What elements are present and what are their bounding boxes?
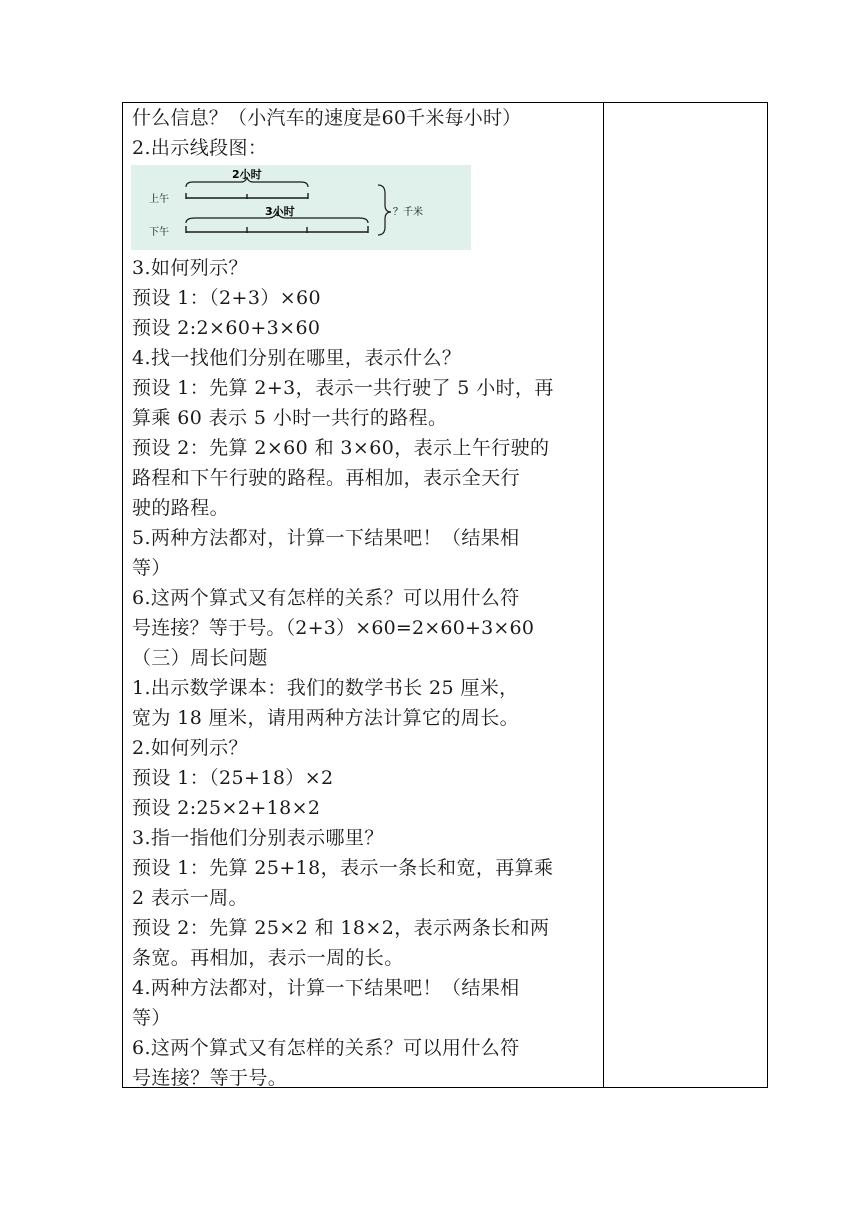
- text-line: 预设 1：（2+3）×60: [132, 287, 322, 309]
- lesson-lines: [132, 253, 602, 1093]
- lesson-table: [122, 102, 768, 1088]
- text-line: 6.这两个算式又有怎样的关系？可以用什么符: [132, 587, 520, 609]
- text-line: 什么信息？（小汽车的速度是60千米每小时）: [132, 107, 522, 129]
- text-line: 1.出示数学课本：我们的数学书长 25 厘米，: [132, 677, 519, 699]
- text-line: 条宽。再相加，表示一周的长。: [132, 947, 404, 969]
- text-line: 预设 1：先算 25+18，表示一条长和宽，再算乘: [132, 857, 554, 879]
- text-line: 4.两种方法都对，计算一下结果吧！（结果相: [132, 977, 520, 999]
- text-line: 3.指一指他们分别表示哪里？: [132, 827, 384, 849]
- text-line: 预设 2:2×60+3×60: [132, 317, 321, 339]
- text-line: 2.出示线段图：: [132, 137, 268, 159]
- total-brace: [378, 185, 391, 235]
- text-line: 2.如何列示？: [132, 737, 248, 759]
- text-line: 等）: [132, 557, 171, 579]
- text-line: 预设 2：先算 2×60 和 3×60，表示上午行驶的: [132, 437, 550, 459]
- section-heading: （三）周长问题: [132, 647, 268, 669]
- text-line: 2 表示一周。: [132, 887, 248, 909]
- text-line: 3.如何列示？: [132, 257, 248, 279]
- text-line: 预设 1：（25+18）×2: [132, 767, 334, 789]
- segment-diagram-svg: [131, 165, 471, 250]
- middle-duration-label: 3小时: [265, 205, 295, 218]
- text-line: 等）: [132, 1007, 171, 1029]
- text-line: 驶的路程。: [132, 497, 230, 519]
- morning-label: 上午: [149, 194, 169, 205]
- text-line: 6.这两个算式又有怎样的关系？可以用什么符: [132, 1037, 520, 1059]
- line-segment-diagram: [131, 165, 471, 250]
- text-line: 4.找一找他们分别在哪里，表示什么？: [132, 347, 462, 369]
- text-line: 号连接？等于号。（2+3）×60=2×60+3×60: [132, 617, 535, 639]
- text-line: 预设 1：先算 2+3，表示一共行驶了 5 小时，再: [132, 377, 554, 399]
- text-line: 宽为 18 厘米，请用两种方法计算它的周长。: [132, 707, 520, 729]
- top-duration-label: 2小时: [232, 168, 262, 181]
- text-line: 预设 2：先算 25×2 和 18×2，表示两条长和两: [132, 917, 550, 939]
- text-line: 号连接？等于号。: [132, 1067, 288, 1089]
- text-line: 预设 2:25×2+18×2: [132, 797, 321, 819]
- text-line: 5.两种方法都对，计算一下结果吧！（结果相: [132, 527, 520, 549]
- column-divider: [603, 103, 604, 1087]
- text-line: 算乘 60 表示 5 小时一共行的路程。: [132, 407, 448, 429]
- afternoon-label: 下午: [149, 227, 169, 238]
- lesson-content-cell: [132, 103, 602, 1093]
- text-line: 路程和下午行驶的路程。再相加，表示全天行: [132, 467, 521, 489]
- total-distance-label: ？千米: [393, 207, 423, 218]
